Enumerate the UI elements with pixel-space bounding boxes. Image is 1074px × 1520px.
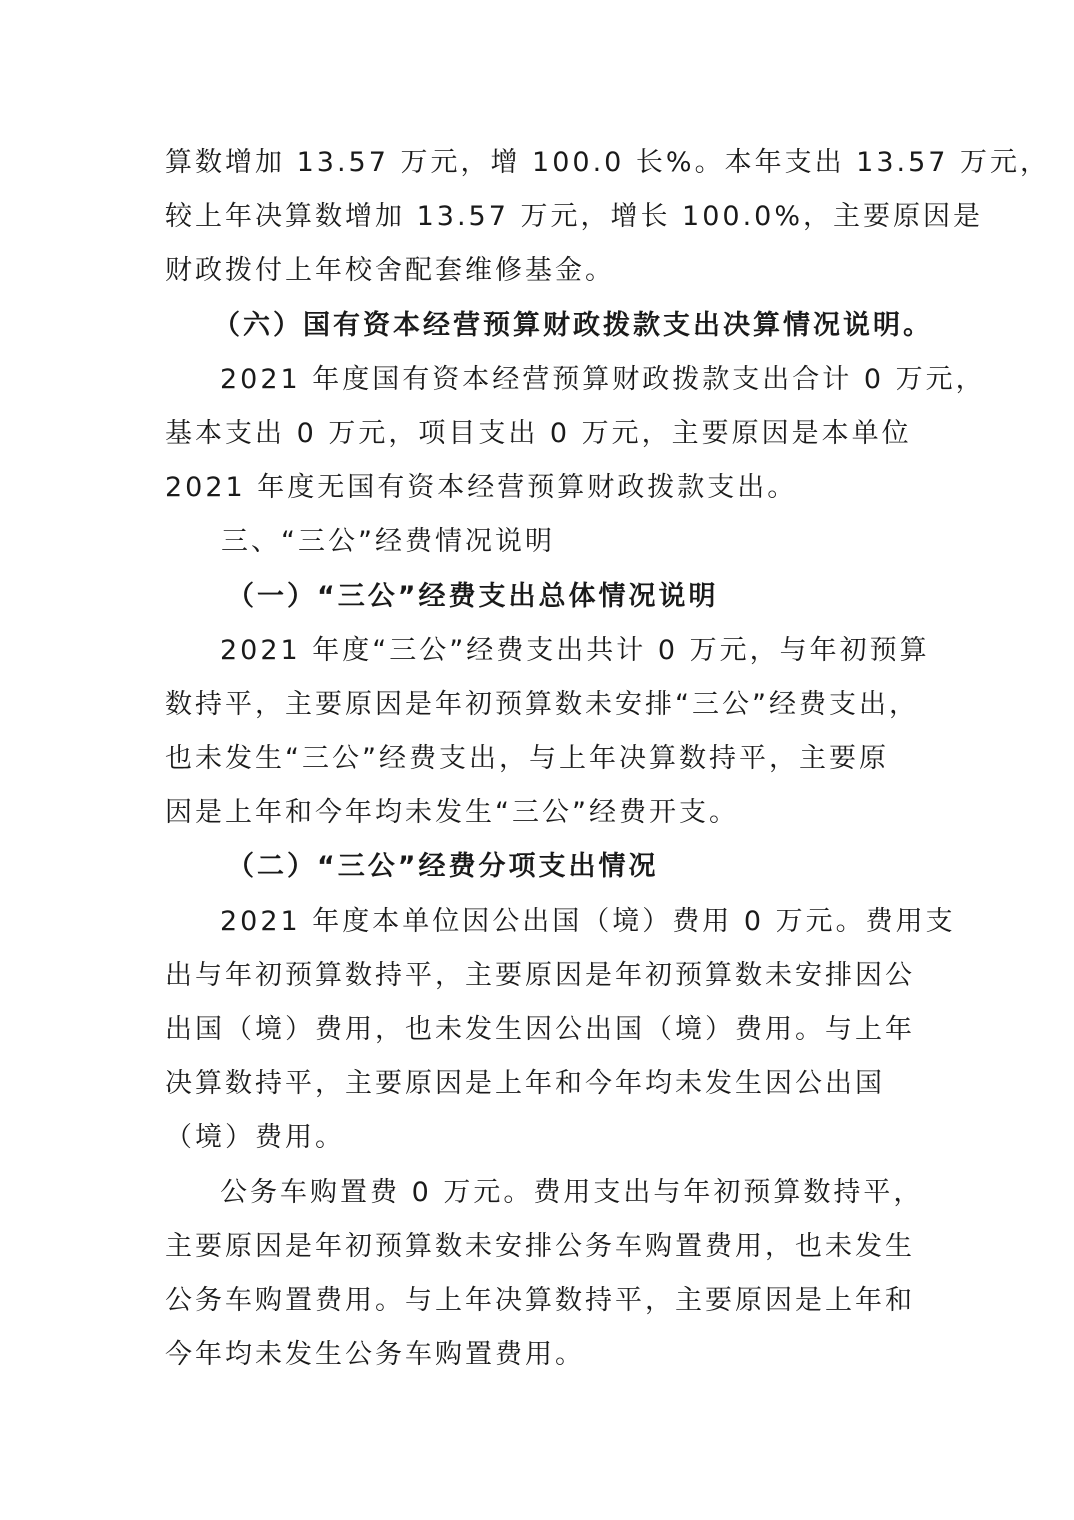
paragraph-line: 也未发生“三公”经费支出，与上年决算数持平，主要原 [165,743,889,775]
paragraph-line: 公务车购置费用。与上年决算数持平，主要原因是上年和 [165,1284,915,1316]
paragraph-line: 主要原因是年初预算数未安排公务车购置费用，也未发生 [165,1230,915,1262]
paragraph-line: 因是上年和今年均未发生“三公”经费开支。 [165,797,739,829]
document-body [165,136,1051,1382]
paragraph-line: 今年均未发生公务车购置费用。 [165,1339,585,1371]
paragraph-line: 算数增加 13.57 万元，增 100.0 长%。本年支出 13.57 万元， [165,147,1051,178]
paragraph-line: 2021 年度无国有资本经营预算财政拨款支出。 [165,472,798,504]
paragraph-line: 2021 年度本单位因公出国（境）费用 0 万元。费用支 [220,905,956,937]
section-heading-3: 三、“三公”经费情况说明 [221,526,555,558]
subsection-heading-6: （六）国有资本经营预算财政拨款支出决算情况说明。 [213,309,933,341]
subsection-heading-1: （一）“三公”经费支出总体情况说明 [227,580,719,612]
paragraph-line: 出国（境）费用，也未发生因公出国（境）费用。与上年 [165,1014,915,1045]
subsection-heading-2: （二）“三公”经费分项支出情况 [227,851,659,883]
paragraph-line: 出与年初预算数持平，主要原因是年初预算数未安排因公 [165,959,915,991]
paragraph-line: 决算数持平，主要原因是上年和今年均未发生因公出国 [165,1068,885,1100]
paragraph-line: （境）费用。 [165,1122,345,1154]
paragraph-line: 2021 年度“三公”经费支出共计 0 万元，与年初预算 [220,634,930,666]
paragraph-line: 数持平，主要原因是年初预算数未安排“三公”经费支出， [165,688,919,720]
paragraph-line: 较上年决算数增加 13.57 万元，增长 100.0%，主要原因是 [165,201,983,233]
paragraph-line: 2021 年度国有资本经营预算财政拨款支出合计 0 万元， [220,363,986,395]
paragraph-line: 公务车购置费 0 万元。费用支出与年初预算数持平， [220,1176,924,1208]
paragraph-line: 基本支出 0 万元，项目支出 0 万元，主要原因是本单位 [165,417,912,449]
paragraph-line: 财政拨付上年校舍配套维修基金。 [165,255,615,287]
